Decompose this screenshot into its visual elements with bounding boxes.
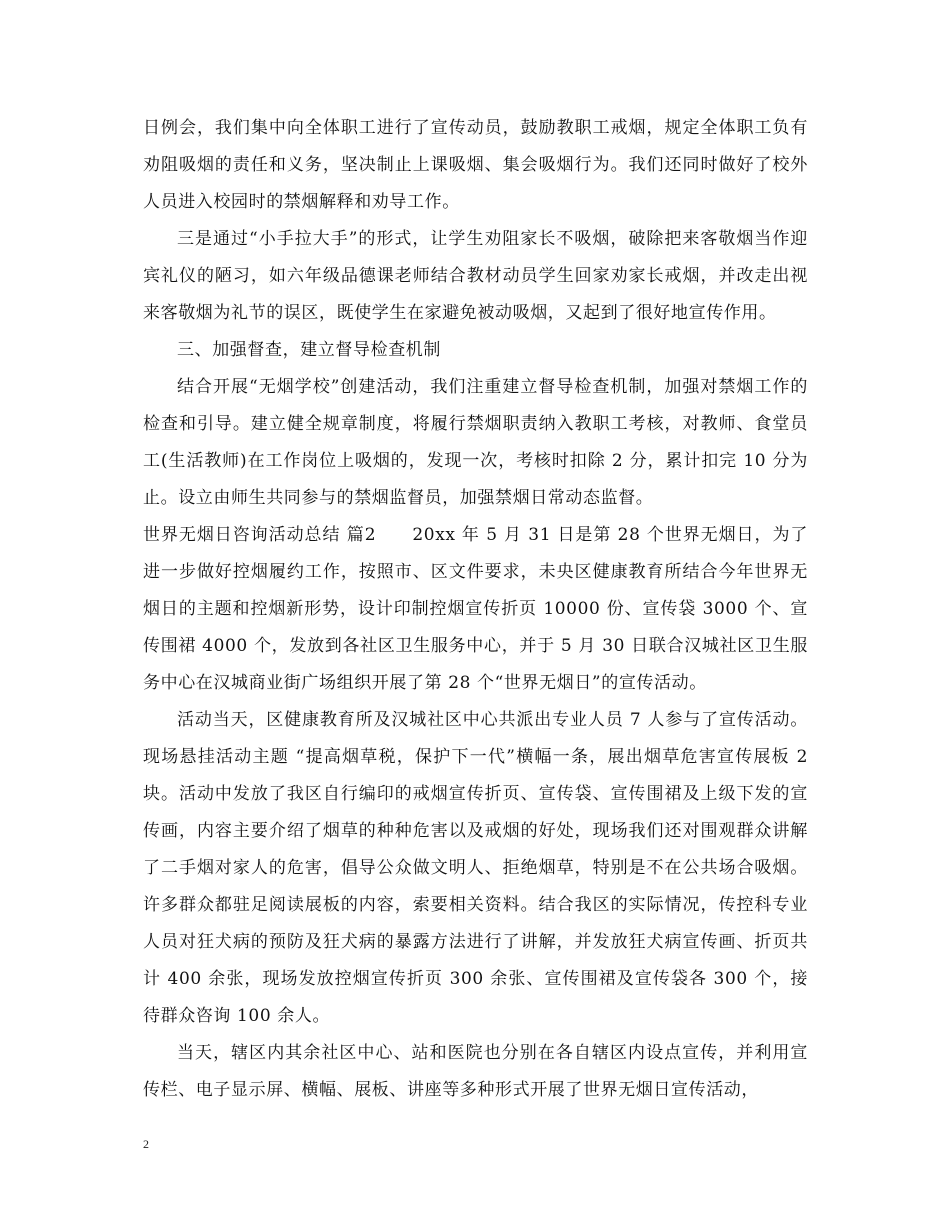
paragraph-event-day: 活动当天，区健康教育所及汉城社区中心共派出专业人员 7 人参与了宣传活动。现场悬挂活动主题 “提高烟草税，保护下一代”横幅一条，展出烟草危害宣传展板 2 块。活动中发放了我区自行编印的戒烟宣传折页、宣传袋、宣传围裙及上级下发的宣传画，内容主要介绍了烟草的种种危害以及戒烟的好处，现场我们还对围观群众讲解了二手烟对家人的危害，倡导公众做文明人、拒绝烟草，特别是不在公共场合吸烟。许多群众都驻足阅读展板的内容，索要相关资料。结合我区的实际情况，传控科专业人员对狂犬病的预防及狂犬病的暴露方法进行了讲解，并发放狂犬病宣传画、折页共计 400 余张，现场发放控烟宣传折页 300 余张、宣传围裙及宣传袋各 300 个，接待群众咨询 100 余人。 — [143, 710, 808, 1026]
paragraph-continued-meeting: 日例会，我们集中向全体职工进行了宣传动员，鼓励教职工戒烟，规定全体职工负有劝阻吸烟的责任和义务，坚决制止上课吸烟、集会吸烟行为。我们还同时做好了校外人员进入校园时的禁烟解释和劝导工作。 — [143, 118, 808, 212]
body-text — [143, 110, 808, 1109]
page-number: 2 — [143, 1137, 149, 1151]
paragraph-article-2-intro: 世界无烟日咨询活动总结 篇2 20xx 年 5 月 31 日是第 28 个世界无烟日，为了进一步做好控烟履约工作，按照市、区文件要求，未央区健康教育所结合今年世界无烟日的主题和控烟新形势，设计印制控烟宣传折页 10000 份、宣传袋 3000 个、宣传围裙 4000 个，发放到各社区卫生服务中心，并于 5 月 30 日联合汉城社区卫生服务中心在汉城商业街广场组织开展了第 28 个“世界无烟日”的宣传活动。 — [143, 525, 808, 693]
section-heading-supervision: 三、加强督查，建立督导检查机制 — [177, 340, 441, 360]
paragraph-supervision: 结合开展“无烟学校”创建活动，我们注重建立督导检查机制，加强对禁烟工作的检查和引导。建立健全规章制度，将履行禁烟职责纳入教职工考核，对教师、食堂员工(生活教师)在工作岗位上吸烟的，发现一次，考核时扣除 2 分，累计扣完 10 分为止。设立由师生共同参与的禁烟监督员，加强禁烟日常动态监督。 — [143, 377, 808, 508]
paragraph-other-communities: 当天，辖区内其余社区中心、站和医院也分别在各自辖区内设点宣传，并利用宣传栏、电子显示屏、横幅、展板、讲座等多种形式开展了世界无烟日宣传活动， — [143, 1043, 808, 1100]
paragraph-small-hands: 三是通过“小手拉大手”的形式，让学生劝阻家长不吸烟，破除把来客敬烟当作迎宾礼仪的陋习，如六年级品德课老师结合教材动员学生回家劝家长戒烟，并改走出视来客敬烟为礼节的误区，既使学生在家避免被动吸烟，又起到了很好地宣传作用。 — [143, 229, 808, 323]
